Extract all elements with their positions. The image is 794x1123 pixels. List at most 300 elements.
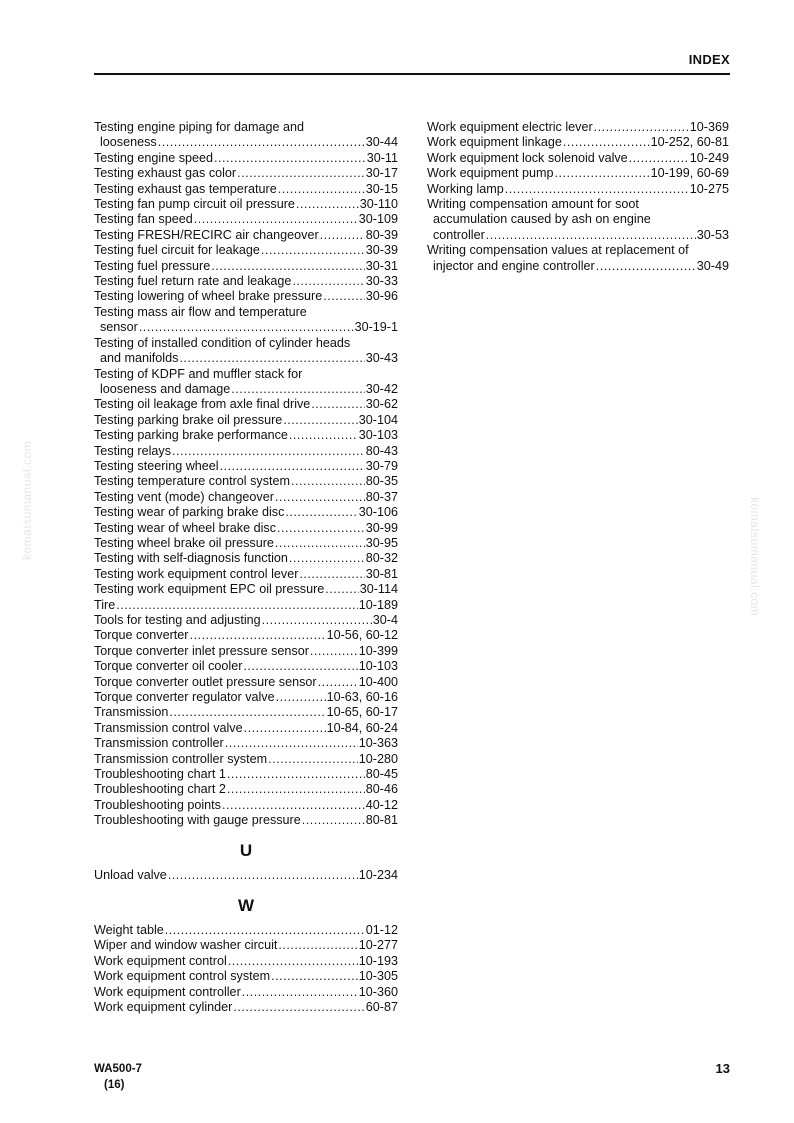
- index-entry-line: [94, 813, 398, 828]
- dot-leader: [268, 752, 358, 767]
- index-term: accumulation caused by ash on engine: [433, 212, 651, 227]
- index-entry[interactable]: [94, 721, 398, 736]
- index-entry[interactable]: [94, 197, 398, 212]
- dot-leader: [233, 1000, 364, 1015]
- dot-leader: [596, 259, 696, 274]
- dot-leader: [190, 628, 326, 643]
- index-entry[interactable]: [427, 243, 729, 274]
- index-page-ref: 10-363: [358, 736, 398, 751]
- watermark-right: komatsumanual.com: [748, 497, 762, 617]
- index-entry[interactable]: [94, 397, 398, 412]
- index-page-ref: 30-11: [366, 150, 398, 165]
- index-entry[interactable]: [94, 428, 398, 443]
- index-entry-line: [427, 259, 729, 274]
- index-entry[interactable]: [94, 659, 398, 674]
- dot-leader: [227, 782, 365, 797]
- index-entry[interactable]: [94, 598, 398, 613]
- index-page-ref: 30-49: [696, 258, 729, 273]
- index-entry-line: [94, 197, 398, 212]
- dot-leader: [244, 721, 326, 736]
- index-entry-line: [94, 782, 398, 797]
- index-page-ref: 30-15: [365, 181, 398, 196]
- dot-leader: [302, 813, 365, 828]
- index-entry-line: [94, 413, 398, 428]
- dot-leader: [505, 182, 689, 197]
- index-page-ref: 30-114: [359, 582, 398, 597]
- dot-leader: [271, 969, 358, 984]
- index-entry-line: [94, 259, 398, 274]
- index-term: Testing fan speed: [94, 212, 193, 227]
- index-term: looseness and damage: [100, 381, 231, 396]
- index-term: Testing engine speed: [94, 150, 214, 165]
- index-entry-line: [94, 736, 398, 751]
- index-column-right: [427, 120, 729, 274]
- index-entry[interactable]: [427, 120, 729, 135]
- index-term: Work equipment lock solenoid valve: [427, 150, 628, 165]
- dot-leader: [594, 120, 689, 135]
- dot-leader: [289, 551, 365, 566]
- dot-leader: [554, 166, 649, 181]
- dot-leader: [276, 690, 326, 705]
- index-entry[interactable]: [94, 505, 398, 520]
- dot-leader: [289, 428, 358, 443]
- index-entry-line: [427, 243, 729, 258]
- index-page-ref: 30-104: [358, 412, 398, 427]
- footer-page-number: 13: [715, 1061, 730, 1076]
- dot-leader: [158, 135, 365, 150]
- index-page-ref: 80-35: [365, 474, 398, 489]
- index-entry-line: [427, 182, 729, 197]
- index-page-ref: 30-43: [365, 351, 398, 366]
- index-entry[interactable]: [427, 135, 729, 150]
- dot-leader: [275, 490, 365, 505]
- dot-leader: [237, 166, 365, 181]
- dot-leader: [563, 135, 650, 150]
- index-term: Work equipment electric lever: [427, 120, 593, 134]
- page-header-title: INDEX: [688, 52, 730, 67]
- index-page-ref: 30-110: [359, 197, 398, 212]
- index-entry-line: [94, 868, 398, 883]
- index-page-ref: 01-12: [365, 922, 398, 937]
- dot-leader: [165, 923, 365, 938]
- index-page-ref: 30-106: [358, 505, 398, 520]
- index-page-ref: 30-17: [365, 166, 398, 181]
- index-page-ref: 10-280: [358, 751, 398, 766]
- index-term: Transmission controller system: [94, 751, 268, 766]
- index-entry-line: [94, 644, 398, 659]
- index-entry-line: [427, 135, 729, 150]
- index-page-ref: 60-87: [365, 999, 398, 1014]
- index-entry-line: [94, 212, 398, 227]
- index-term: Work equipment control system: [94, 969, 271, 984]
- index-page-ref: 10-249: [689, 150, 729, 165]
- index-entry[interactable]: [427, 182, 729, 197]
- section-letter-heading: U: [239, 840, 253, 860]
- index-entry[interactable]: [94, 969, 398, 984]
- index-entry-line: [94, 567, 398, 582]
- index-term: Testing fuel return rate and leakage: [94, 274, 292, 289]
- index-entry[interactable]: [94, 644, 398, 659]
- index-entry-line: [427, 212, 729, 227]
- dot-leader: [228, 954, 358, 969]
- dot-leader: [194, 212, 358, 227]
- index-page-ref: 30-19-1: [354, 320, 398, 335]
- index-page-ref: 10-369: [689, 120, 729, 134]
- index-entry[interactable]: [94, 151, 398, 166]
- index-entry-line: [94, 336, 398, 351]
- dot-leader: [262, 613, 372, 628]
- index-term: Work equipment controller: [94, 984, 241, 999]
- index-entry[interactable]: [94, 289, 398, 304]
- dot-leader: [169, 705, 325, 720]
- index-term: Troubleshooting chart 2: [94, 782, 226, 797]
- index-entry-line: [94, 551, 398, 566]
- index-entry-line: [94, 166, 398, 181]
- index-entry-line: [94, 985, 398, 1000]
- index-entry[interactable]: [94, 551, 398, 566]
- index-entry[interactable]: [94, 490, 398, 505]
- index-term: Transmission: [94, 705, 169, 720]
- index-term: Testing mass air flow and temperature: [94, 304, 307, 319]
- dot-leader: [227, 767, 365, 782]
- index-term: Testing parking brake performance: [94, 428, 288, 443]
- dot-leader: [311, 397, 364, 412]
- index-term: Testing of installed condition of cylinder heads: [94, 335, 351, 350]
- index-entry-line: [94, 659, 398, 674]
- index-page-ref: 10-189: [358, 597, 398, 612]
- index-entry[interactable]: [94, 521, 398, 536]
- index-entry-line: [94, 382, 398, 397]
- index-term: Testing fuel circuit for leakage: [94, 243, 260, 258]
- section-letter-heading: W: [237, 895, 255, 915]
- index-entry-line: [94, 690, 398, 705]
- dot-leader: [629, 151, 689, 166]
- index-page-ref: 80-32: [365, 551, 398, 566]
- index-term: Testing steering wheel: [94, 458, 219, 473]
- index-term: Torque converter: [94, 628, 189, 643]
- index-entry[interactable]: [94, 752, 398, 767]
- index-entry[interactable]: [94, 798, 398, 813]
- index-page-ref: 10-84, 60-24: [326, 720, 398, 735]
- index-page-ref: 30-4: [372, 613, 398, 627]
- index-entry[interactable]: [94, 954, 398, 969]
- index-entry-line: [94, 289, 398, 304]
- index-term: Work equipment linkage: [427, 135, 562, 150]
- index-page-ref: 80-39: [365, 227, 398, 242]
- dot-leader: [318, 675, 358, 690]
- index-entry[interactable]: [94, 444, 398, 459]
- index-term: Troubleshooting chart 1: [94, 767, 226, 782]
- index-page-ref: 10-252, 60-81: [650, 135, 729, 150]
- dot-leader: [277, 521, 365, 536]
- index-page-ref: 10-399: [358, 643, 398, 658]
- index-term: Testing fuel pressure: [94, 258, 211, 273]
- index-page-ref: 10-63, 60-16: [326, 690, 398, 705]
- index-entry-line: [94, 521, 398, 536]
- index-entry[interactable]: [94, 985, 398, 1000]
- index-entry[interactable]: [94, 274, 398, 289]
- dot-leader: [310, 644, 358, 659]
- index-term: Work equipment cylinder: [94, 999, 233, 1014]
- index-term: Writing compensation values at replacement of: [427, 243, 689, 258]
- index-entry[interactable]: [94, 243, 398, 258]
- index-term: Transmission controller: [94, 736, 224, 751]
- index-term: Testing exhaust gas temperature: [94, 181, 277, 196]
- index-term: Testing wear of parking brake disc: [94, 505, 285, 520]
- index-page-ref: 10-199, 60-69: [650, 166, 729, 181]
- dot-leader: [211, 259, 365, 274]
- dot-leader: [214, 151, 366, 166]
- index-term: Tools for testing and adjusting: [94, 613, 261, 627]
- index-entry[interactable]: [94, 1000, 398, 1015]
- index-entry[interactable]: [94, 705, 398, 720]
- dot-leader: [261, 243, 365, 258]
- index-page-ref: 30-53: [696, 227, 729, 242]
- index-term: Testing exhaust gas color: [94, 166, 237, 181]
- index-page-ref: 10-275: [689, 181, 729, 196]
- index-page-ref: 10-234: [358, 868, 398, 883]
- dot-leader: [179, 351, 364, 366]
- index-page-ref: 30-99: [365, 520, 398, 535]
- index-term: Testing engine piping for damage and: [94, 120, 305, 134]
- index-term: Torque converter inlet pressure sensor: [94, 643, 309, 658]
- index-page-ref: 30-33: [365, 274, 398, 289]
- index-entry[interactable]: [94, 868, 398, 883]
- index-page-ref: 10-65, 60-17: [326, 705, 398, 720]
- index-term: Testing FRESH/RECIRC air changeover: [94, 227, 319, 242]
- index-page-ref: 30-31: [365, 258, 398, 273]
- index-entry-line: [94, 923, 398, 938]
- index-entry[interactable]: [94, 767, 398, 782]
- dot-leader: [116, 598, 358, 613]
- index-entry[interactable]: [94, 166, 398, 181]
- index-entry-line: [427, 166, 729, 181]
- index-entry-line: [94, 305, 398, 320]
- index-page-ref: 30-42: [365, 381, 398, 396]
- index-entry-line: [94, 444, 398, 459]
- dot-leader: [222, 798, 365, 813]
- dot-leader: [220, 459, 365, 474]
- dot-leader: [283, 413, 357, 428]
- index-entry-line: [94, 798, 398, 813]
- index-entry-line: [94, 938, 398, 953]
- dot-leader: [325, 582, 358, 597]
- index-term: Testing with self-diagnosis function: [94, 551, 288, 566]
- index-entry-line: [427, 151, 729, 166]
- index-entry-line: [94, 628, 398, 643]
- index-page-ref: 30-79: [365, 458, 398, 473]
- index-entry[interactable]: [94, 736, 398, 751]
- index-term: Work equipment pump: [427, 166, 554, 181]
- index-entry[interactable]: [94, 675, 398, 690]
- index-term: Testing wheel brake oil pressure: [94, 535, 274, 550]
- index-entry-line: [427, 120, 729, 135]
- index-entry-line: [94, 428, 398, 443]
- dot-leader: [225, 736, 358, 751]
- index-entry[interactable]: [427, 166, 729, 181]
- dot-leader: [242, 985, 358, 1000]
- index-entry[interactable]: [94, 628, 398, 643]
- index-term: Testing work equipment EPC oil pressure: [94, 582, 325, 597]
- index-entry-line: [94, 274, 398, 289]
- index-entry-line: [94, 969, 398, 984]
- dot-leader: [486, 228, 696, 243]
- dot-leader: [292, 274, 364, 289]
- index-entry-line: [94, 351, 398, 366]
- index-entry[interactable]: [94, 336, 398, 367]
- dot-leader: [323, 289, 365, 304]
- index-entry-line: [94, 120, 398, 135]
- index-entry[interactable]: [94, 305, 398, 336]
- index-page-ref: 10-193: [358, 953, 398, 968]
- index-page-ref: 80-46: [365, 782, 398, 797]
- index-term: Weight table: [94, 922, 164, 937]
- index-entry-line: [94, 459, 398, 474]
- index-term: Testing fan pump circuit oil pressure: [94, 197, 295, 212]
- footer-revision: (16): [104, 1079, 125, 1091]
- index-term: Tire: [94, 597, 116, 612]
- dot-leader: [278, 182, 365, 197]
- index-entry-line: [94, 490, 398, 505]
- index-page-ref: 80-43: [365, 443, 398, 458]
- index-entry-line: [94, 151, 398, 166]
- index-entry[interactable]: [427, 197, 729, 243]
- index-entry[interactable]: [94, 813, 398, 828]
- index-term: Testing parking brake oil pressure: [94, 412, 283, 427]
- index-term: Testing oil leakage from axle final drive: [94, 397, 311, 412]
- index-entry[interactable]: [94, 182, 398, 197]
- index-entry[interactable]: [94, 367, 398, 398]
- index-page-ref: 30-103: [358, 428, 398, 443]
- index-term: Writing compensation amount for soot: [427, 197, 639, 212]
- index-term: Testing lowering of wheel brake pressure: [94, 289, 323, 304]
- watermark-left: komatsumanual.com: [20, 440, 34, 560]
- index-term: and manifolds: [100, 351, 179, 366]
- index-entry[interactable]: [427, 151, 729, 166]
- index-term: Torque converter oil cooler: [94, 659, 243, 674]
- index-entry-line: [94, 721, 398, 736]
- index-entry[interactable]: [94, 582, 398, 597]
- index-entry-line: [94, 613, 398, 628]
- index-entry[interactable]: [94, 228, 398, 243]
- index-entry[interactable]: [94, 938, 398, 953]
- index-term: Transmission control valve: [94, 720, 243, 735]
- dot-leader: [243, 659, 357, 674]
- index-term: looseness: [100, 135, 157, 150]
- index-term: Testing wear of wheel brake disc: [94, 520, 276, 535]
- index-entry[interactable]: [94, 536, 398, 551]
- index-entry-line: [94, 228, 398, 243]
- index-page-ref: 80-45: [365, 767, 398, 782]
- index-term: Troubleshooting points: [94, 797, 221, 812]
- index-term: controller: [433, 227, 485, 242]
- index-page-ref: 10-400: [358, 674, 398, 689]
- index-page-ref: 30-96: [365, 289, 398, 304]
- index-entry[interactable]: [94, 413, 398, 428]
- index-term: Testing of KDPF and muffler stack for: [94, 366, 303, 381]
- index-page-ref: 30-39: [365, 243, 398, 258]
- dot-leader: [139, 320, 354, 335]
- index-entry-line: [94, 954, 398, 969]
- index-page-ref: 30-62: [365, 397, 398, 412]
- index-term: Testing relays: [94, 443, 171, 458]
- footer-model: WA500-7: [94, 1063, 142, 1075]
- index-page-ref: 10-277: [358, 938, 398, 953]
- index-entry[interactable]: [94, 613, 398, 628]
- dot-leader: [278, 938, 357, 953]
- index-term: Wiper and window washer circuit: [94, 938, 278, 953]
- index-page-ref: 30-109: [358, 212, 398, 227]
- index-entry[interactable]: [94, 567, 398, 582]
- index-term: Testing work equipment control lever: [94, 566, 299, 581]
- index-entry-line: [94, 135, 398, 150]
- index-term: Working lamp: [427, 181, 504, 196]
- dot-leader: [291, 474, 365, 489]
- index-page-ref: 80-81: [365, 813, 398, 828]
- index-term: Unload valve: [94, 868, 167, 883]
- index-page-ref: 10-56, 60-12: [326, 628, 398, 643]
- index-entry[interactable]: [94, 923, 398, 938]
- index-entry-line: [94, 397, 398, 412]
- dot-leader: [168, 868, 358, 883]
- dot-leader: [299, 567, 364, 582]
- index-page-ref: 10-360: [358, 984, 398, 999]
- dot-leader: [275, 536, 365, 551]
- index-page-ref: 30-44: [365, 135, 398, 150]
- index-entry[interactable]: [94, 120, 398, 151]
- index-term: Torque converter regulator valve: [94, 690, 275, 705]
- index-entry-line: [94, 320, 398, 335]
- index-term: Testing temperature control system: [94, 474, 290, 489]
- index-entry[interactable]: [94, 474, 398, 489]
- index-term: Troubleshooting with gauge pressure: [94, 813, 301, 828]
- index-entry-line: [94, 767, 398, 782]
- dot-leader: [296, 197, 359, 212]
- index-term: Testing vent (mode) changeover: [94, 489, 274, 504]
- index-entry[interactable]: [94, 690, 398, 705]
- index-entry-line: [94, 752, 398, 767]
- index-entry-line: [427, 197, 729, 212]
- index-entry[interactable]: [94, 459, 398, 474]
- index-term: sensor: [100, 320, 138, 335]
- index-entry-line: [94, 675, 398, 690]
- dot-leader: [320, 228, 365, 243]
- index-entry-line: [94, 536, 398, 551]
- index-entry[interactable]: [94, 782, 398, 797]
- index-page-ref: 40-12: [365, 797, 398, 812]
- index-page-ref: 30-81: [365, 566, 398, 581]
- index-page-ref: 10-305: [358, 969, 398, 984]
- index-entry-line: [94, 243, 398, 258]
- dot-leader: [172, 444, 365, 459]
- index-entry-line: [427, 228, 729, 243]
- index-term: Work equipment control: [94, 953, 227, 968]
- index-entry-line: [94, 582, 398, 597]
- dot-leader: [285, 505, 357, 520]
- index-column-left: [94, 120, 398, 1015]
- header-rule: [94, 73, 730, 75]
- index-entry-line: [94, 367, 398, 382]
- index-entry[interactable]: [94, 259, 398, 274]
- index-entry-line: [94, 1000, 398, 1015]
- index-entry[interactable]: [94, 212, 398, 227]
- index-entry-line: [94, 182, 398, 197]
- index-term: injector and engine controller: [433, 258, 595, 273]
- index-term: Torque converter outlet pressure sensor: [94, 674, 317, 689]
- index-page-ref: 80-37: [365, 489, 398, 504]
- index-entry-line: [94, 505, 398, 520]
- index-page-ref: 30-95: [365, 535, 398, 550]
